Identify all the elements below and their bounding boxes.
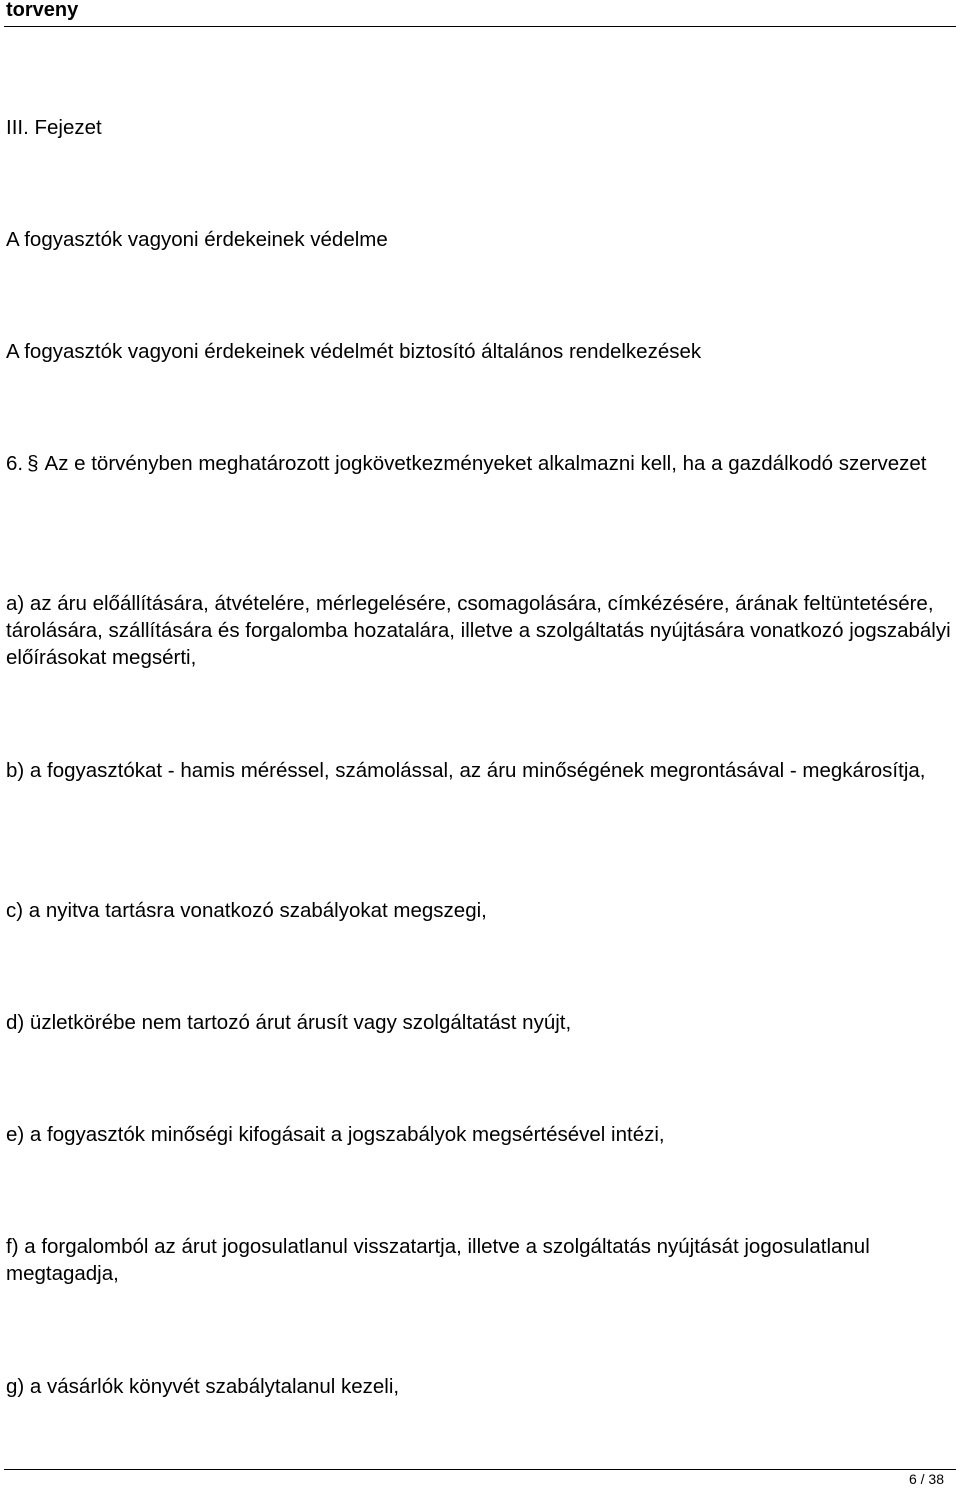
list-item-b: b) a fogyasztókat - hamis méréssel, számolással, az áru minőségének megrontásával - megkárosítja, [6,759,926,782]
paragraph-6 [6,450,954,477]
document-title: torveny [6,0,79,21]
list-item-g: g) a vásárlók könyvét szabálytalanul kezeli, [6,1375,400,1398]
chapter-title: III. Fejezet [6,116,102,139]
list-item-c: c) a nyitva tartásra vonatkozó szabályokat megszegi, [6,899,487,922]
page-number: 6 / 38 [908,1471,944,1487]
list-item-e: e) a fogyasztók minőségi kifogásait a jogszabályok megsértésével intézi, [6,1123,665,1146]
section-number: 6. [6,452,24,475]
page-footer [4,1469,956,1488]
list-item-d: d) üzletkörébe nem tartozó árut árusít vagy szolgáltatást nyújt, [6,1011,572,1034]
page-header [4,0,956,27]
list-item-a: a) az áru előállítására, átvételére, mérlegelésére, csomagolására, címkézésére, árának feltüntetésére, tárolására, szállítására és forgalomba hozatalára, illetve a szolgáltatás nyújtására vonatkozó jogszabályi előírásokat megsérti, [6,592,951,669]
section-heading: A fogyasztók vagyoni érdekeinek védelme [6,228,388,251]
section-subheading: A fogyasztók vagyoni érdekeinek védelmét biztosító általános rendelkezések [6,340,702,363]
section-intro: Az e törvényben meghatározott jogkövetkezményeket alkalmazni kell, ha a gazdálkodó szervezet [44,452,927,475]
section-sign-icon: § [27,452,39,475]
list-item-f: f) a forgalomból az árut jogosulatlanul visszatartja, illetve a szolgáltatás nyújtását jogosulatlanul megtagadja, [6,1235,870,1285]
